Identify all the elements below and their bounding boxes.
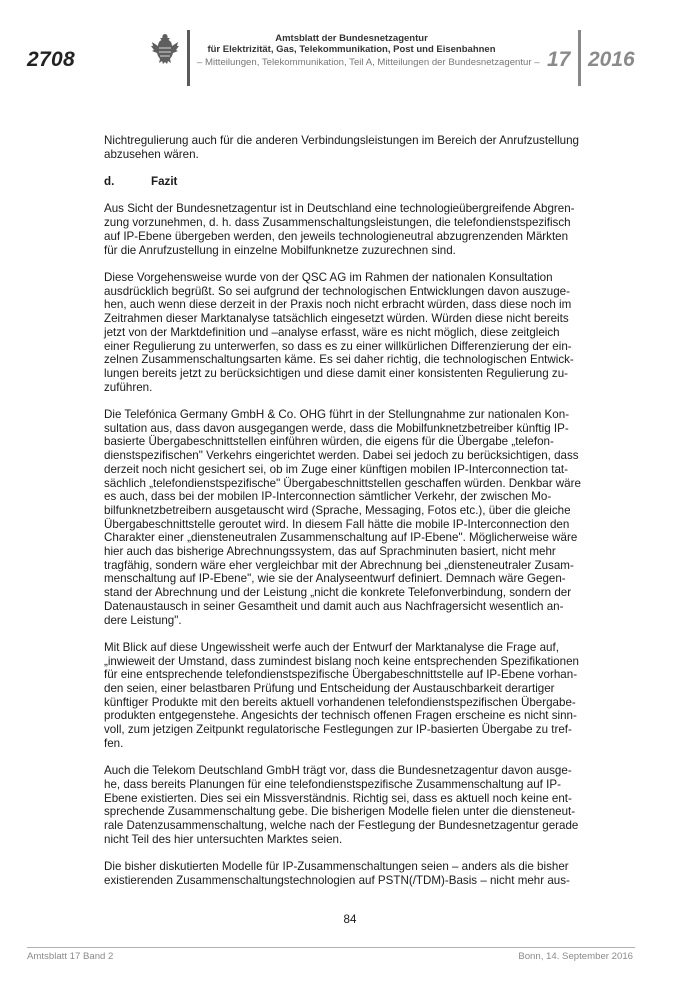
- paragraph: [104, 134, 604, 161]
- paragraph: [104, 764, 604, 846]
- text-line: Übergabeschnittstelle geroutet wird. In diesem Fall hätte die mobile IP-Interconnection den: [104, 517, 570, 531]
- text-line: Die bisher diskutierten Modelle für IP-Zusammenschaltungen seien – anders als die bisher: [104, 860, 569, 874]
- footer-date: Bonn, 14. September 2016: [518, 951, 633, 962]
- text-line: voll, zum jetzigen Zeitpunkt regulatorische Festlegungen zur IP-basierten Übergabe zu tref-: [104, 723, 572, 737]
- paragraph: [104, 641, 604, 751]
- federal-eagle-icon: [150, 32, 180, 66]
- text-line: „inwieweit der Umstand, dass zumindest bislang noch keine entsprechenden Spezifikationen: [104, 654, 579, 668]
- text-line: ausdrücklich begrüßt. So sei aufgrund der technologischen Entwicklungen davon auszuge-: [104, 284, 570, 298]
- text-line: Datenaustausch in seiner Gesamtheit und damit auch aus Nachfragersicht wesentlich an-: [104, 599, 564, 613]
- text-line: für die Anrufzustellung in einzelne Mobilfunknetze zuzurechnen sind.: [104, 243, 456, 257]
- text-line: produkten entgegenstehe. Angesichts der technisch offenen Fragen erscheine es nicht sinn-: [104, 709, 577, 723]
- text-line: tragfähig, sondern wäre eher vergleichbar mit der Abrechnung bei „diensteneutraler Zusam-: [104, 558, 574, 572]
- text-line: hier auch das bisherige Abrechnungssystem, das auf Sprachminuten basiert, nicht mehr: [104, 545, 556, 559]
- issue-number: 17: [547, 48, 571, 71]
- text-line: Zeitrahmen dieser Marktanalyse tatsächlich eingesetzt würden. Würden diese nicht bereits: [104, 312, 569, 326]
- page-number: 84: [343, 913, 357, 926]
- text-line: jetzt von der Marktdefinition und –analyse erfasst, wäre es nicht möglich, diese zeitgleich: [104, 325, 560, 339]
- text-line: abzusehen wären.: [104, 147, 199, 161]
- section-heading: [104, 175, 604, 189]
- text-line: existierenden Zusammenschaltungstechnologien auf PSTN(/TDM)-Basis – nicht mehr aus-: [104, 873, 570, 887]
- text-line: lungen bereits jetzt zu berücksichtigen und diese damit einer konsistenten Regulierung zu-: [104, 366, 569, 380]
- text-line: Auch die Telekom Deutschland GmbH trägt vor, dass die Bundesnetzagentur davon ausge-: [104, 764, 572, 778]
- text-line: fen.: [104, 736, 124, 750]
- paragraph: [104, 860, 604, 887]
- header-page-number: 2708: [27, 48, 75, 71]
- issue-divider: [578, 30, 581, 86]
- text-line: Die Telefónica Germany GmbH & Co. OHG führt in der Stellungnahme zur nationalen Kon-: [104, 408, 570, 421]
- text-line: dere Leistung".: [104, 613, 182, 627]
- text-line: künftiger Produkte mit den bereits aktuell vorhandenen telefondienstspezifischen Übergabe-: [104, 695, 576, 709]
- section-title: Fazit: [151, 175, 178, 189]
- paragraph: [104, 408, 604, 627]
- text-line: sprechende Zusammenschaltung gebe. Die bisherigen Modelle fielen unter die diensteneut-: [104, 805, 576, 819]
- text-line: bilfunknetzbetreibern ausgetauscht wird (Sprache, Messaging, Fotos etc.), über die gleiche: [104, 503, 571, 517]
- text-line: basierte Übergabeschnittstellen einführen würden, die eigens für die Übergabe „telefon-: [104, 435, 554, 449]
- text-line: den seien, einer belastbaren Prüfung und Entscheidung der Austauschbarkeit derartiger: [104, 682, 555, 696]
- section-number: d.: [104, 175, 115, 189]
- text-line: rale Datenzusammenschaltung, welche nach der Festlegung der Bundesnetzagentur gerade: [104, 819, 579, 833]
- text-line: zuführen.: [104, 380, 153, 394]
- text-line: Aus Sicht der Bundesnetzagentur ist in Deutschland eine technologieübergreifende Abgren-: [104, 202, 575, 216]
- paragraph: [104, 271, 604, 394]
- text-line: sultation aus, dass davon ausgegangen werde, dass die Mobilfunknetzbetreiber künftig IP-: [104, 421, 569, 435]
- text-line: für eine entsprechende telefondienstspezifische Übergabeschnittstelle auf IP-Ebene vorhan-: [104, 668, 578, 682]
- header-title: Amtsblatt der Bundesnetzagentur: [275, 33, 428, 44]
- footer-divider: [27, 947, 635, 948]
- text-line: menschaltung auf IP-Ebene", wie sie der Analyseentwurf definiert. Demnach wäre Gegen-: [104, 572, 566, 586]
- text-line: he, dass bereits Planungen für eine telefondienstspezifische Zusammenschaltung auf IP-: [104, 777, 561, 791]
- text-line: es auch, dass bei der mobilen IP-Interconnection sämtlicher Verkehr, der zwischen Mo-: [104, 490, 552, 504]
- text-line: Nichtregulierung auch für die anderen Verbindungsleistungen im Bereich der Anrufzustellung: [104, 134, 579, 147]
- text-line: hen, auch wenn diese derzeit in der Praxis noch nicht erbracht würden, dass diese noch im: [104, 298, 572, 312]
- text-line: sächlich „telefondienstspezifische" Übergabeschnittstellen geschaffen würden. Denkbar wäre: [104, 476, 581, 490]
- text-line: Mit Blick auf diese Ungewissheit werfe auch der Entwurf der Marktanalyse die Frage auf,: [104, 640, 559, 654]
- text-line: Diese Vorgehensweise wurde von der QSC AG im Rahmen der nationalen Konsultation: [104, 270, 553, 284]
- text-line: dienstspezifischen" Verkehrs eingerichtet werden. Dabei sei jedoch zu berücksichtigen, dass: [104, 449, 579, 463]
- text-line: derzeit noch nicht gesichert sei, ob im Zuge einer künftigen mobilen IP-Interconnection tat-: [104, 462, 568, 476]
- header-title-line2: für Elektrizität, Gas, Telekommunikation, Post und Eisenbahnen: [207, 44, 496, 55]
- text-line: zung vorzunehmen, d. h. dass Zusammenschaltungsleistungen, die telefondienstspezifisch: [104, 216, 571, 230]
- text-line: einer Regulierung zu unterwerfen, so dass es zu einer willkürlichen Differenzierung der ein-: [104, 339, 572, 353]
- text-line: zelnen Zusammenschaltungsarten käme. Es sei daher richtig, die technologischen Entwick-: [104, 353, 574, 367]
- document-body: [104, 134, 604, 901]
- text-line: nicht Teil des hier untersuchten Marktes seien.: [104, 832, 343, 846]
- footer-publication: Amtsblatt 17 Band 2: [27, 951, 114, 962]
- text-line: Ebene existierten. Dies sei ein Missverständnis. Richtig sei, dass es aktuell noch keine ent-: [104, 791, 572, 805]
- text-line: auf IP-Ebene übergeben werden, den jeweils technologieneutral abzugrenzenden Märkten: [104, 229, 569, 243]
- text-line: stand der Abrechnung und der Leistung „nicht die konkrete Telefonverbindung, sondern der: [104, 586, 572, 600]
- header-subtitle: – Mitteilungen, Telekommunikation, Teil A, Mitteilungen der Bundesnetzagentur –: [197, 57, 540, 68]
- paragraph: [104, 202, 604, 257]
- text-line: Charakter einer „diensteneutralen Zusammenschaltung auf IP-Ebene". Möglicherweise wäre: [104, 531, 578, 545]
- issue-year: 2016: [588, 48, 635, 71]
